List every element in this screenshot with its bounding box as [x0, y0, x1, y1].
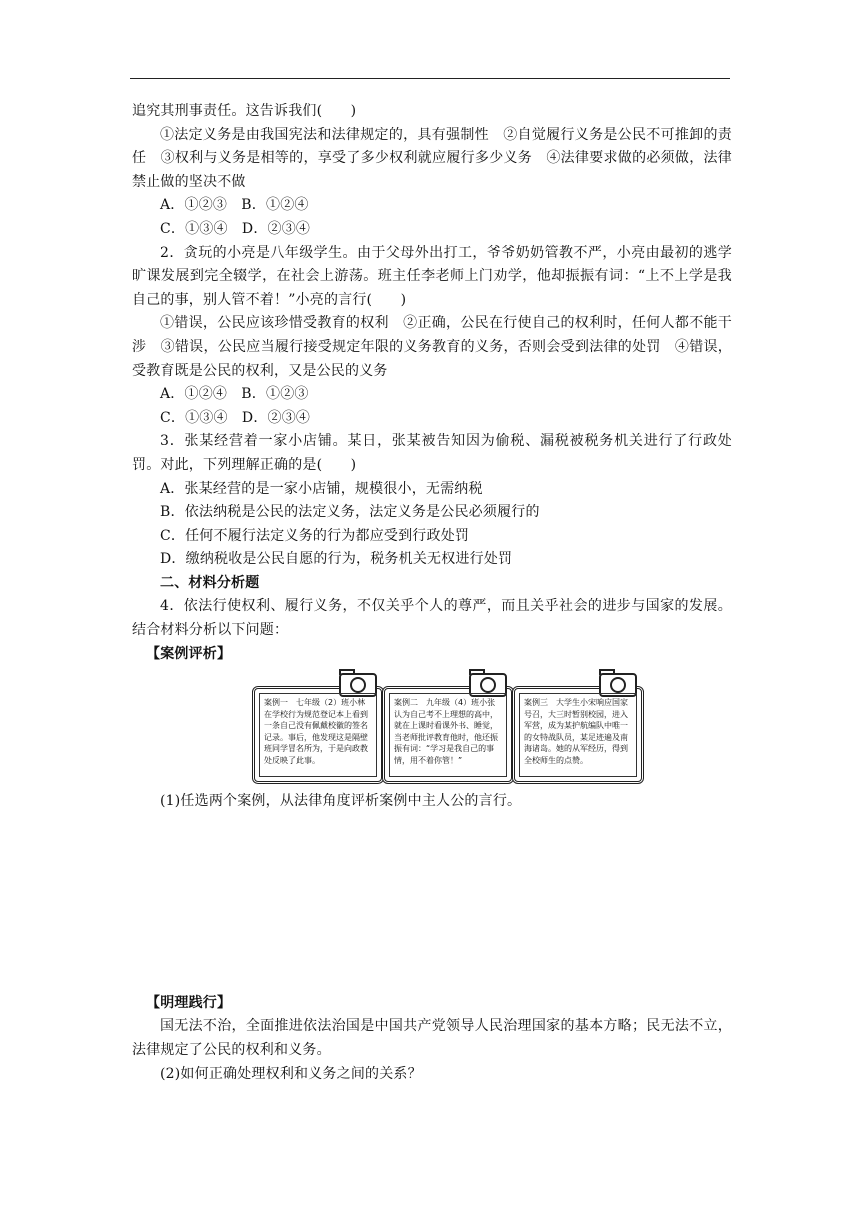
q1-options-cd: C．①③④ D．②③④ — [160, 220, 311, 237]
q3-option-c: C．任何不履行法定义务的行为都应受到行政处罚 — [160, 527, 470, 544]
case-figure — [132, 670, 732, 788]
principle-text: 国无法不治，全面推进依法治国是中国共产党领导人民治理国家的基本方略；民无法不立，法律规定了公民的权利和义务。 — [132, 1018, 732, 1059]
case-card-3 — [512, 686, 644, 784]
case-card-2 — [382, 686, 514, 784]
answer-space — [132, 814, 732, 992]
q2-options-ab: A．①②④ B．①②③ — [160, 386, 309, 403]
q1-statements: ①法定义务是由我国宪法和法律规定的，具有强制性 ②自觉履行义务是公民不可推卸的责任 ③权利与义务是相等的，享受了多少权利就应履行多少义务 ④法律要求做的必须做，法律禁止做的坚决不做 — [132, 126, 732, 190]
q4-sub-question-2: (2)如何正确处理权利和义务之间的关系？ — [160, 1065, 422, 1082]
q3-option-a: A．张某经营的是一家小店铺，规模很小，无需纳税 — [160, 480, 483, 497]
q3-stem: 3．张某经营着一家小店铺。某日，张某被告知因为偷税、漏税被税务机关进行了行政处罚。对此，下列理解正确的是( ) — [132, 433, 732, 473]
q2-stem: 2．贪玩的小亮是八年级学生。由于父母外出打工，爷爷奶奶管教不严，小亮由最初的逃学旷课发展到完全辍学，在社会上游荡。班主任李老师上门劝学，他却振振有词：“上不上学是我自己的事，别人管不着！”小亮的言行( ) — [132, 244, 732, 308]
q4-stem: 4．依法行使权利、履行义务，不仅关乎个人的尊严，而且关乎社会的进步与国家的发展。结合材料分析以下问题： — [132, 598, 732, 639]
q3-option-d: D．缴纳税收是公民自愿的行为，税务机关无权进行处罚 — [160, 551, 513, 568]
case-card-text: 案例二 九年级（4）班小张认为自己考不上理想的高中，就在上课时看课外书、睡觉，当老师批评教育他时，他还振振有词：“学习是我自己的事情，用不着你管！” — [389, 693, 507, 777]
document-page — [132, 100, 732, 1086]
header-rule — [130, 78, 730, 79]
case-card-text: 案例一 七年级（2）班小林在学校行为规范登记本上看到一条自己没有佩戴校徽的签名记录。事后，他发现这是隔壁班同学冒名所为，于是向政教处反映了此事。 — [259, 693, 377, 777]
q4-sub-question-1: (1)任选两个案例，从法律角度评析案例中主人公的言行。 — [160, 793, 522, 810]
q3-option-b: B．依法纳税是公民的法定义务，法定义务是公民必须履行的 — [160, 504, 540, 521]
case-analysis-header: 【案例评析】 — [146, 645, 232, 662]
section-heading: 二、材料分析题 — [160, 574, 260, 591]
q2-statements: ①错误，公民应该珍惜受教育的权利 ②正确，公民在行使自己的权利时，任何人都不能干涉 ③错误，公民应当履行接受规定年限的义务教育的义务，否则会受到法律的处罚 ④错误，受教育既是公民的权利，又是公民的义务 — [132, 315, 732, 379]
q1-options-ab: A．①②③ B．①②④ — [160, 197, 309, 214]
q2-options-cd: C．①③④ D．②③④ — [160, 409, 311, 426]
case-card-text: 案例三 大学生小宋响应国家号召，大三时暂别校园，进入军营，成为某护航编队中唯一的女特战队员，某足迹遍及南海诸岛。她的从军经历，得到全校师生的点赞。 — [519, 693, 637, 777]
principle-header: 【明理践行】 — [146, 994, 232, 1011]
case-card-1 — [252, 686, 384, 784]
q1-stem-tail: 追究其刑事责任。这告诉我们( ) — [132, 103, 357, 119]
